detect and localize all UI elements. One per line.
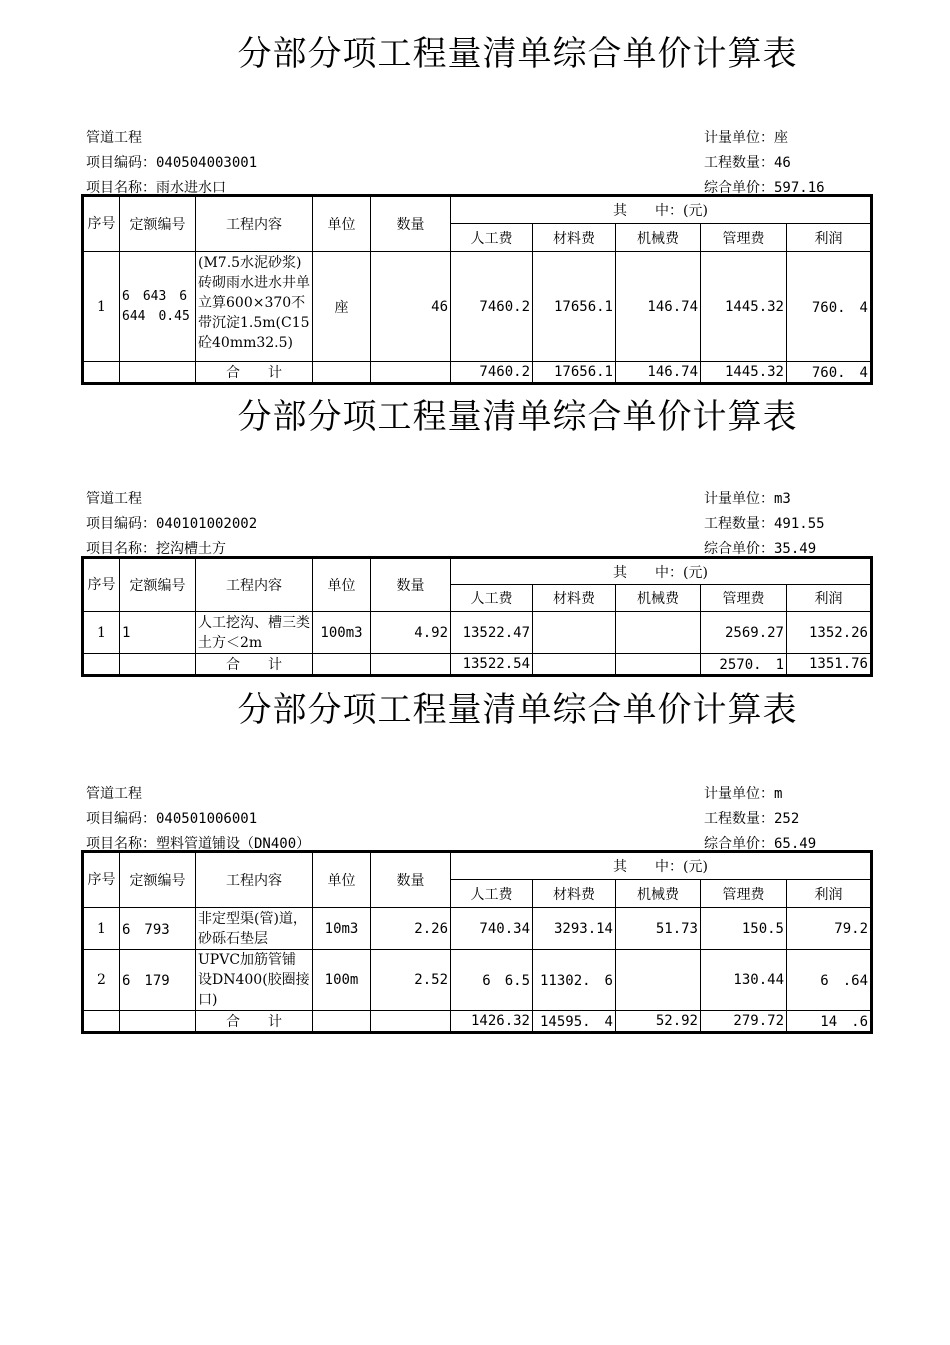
cell-empty [313,362,371,384]
cell-labor: 6 6.5 [451,950,533,1011]
total-label: 合 计 [196,654,313,676]
header-machine: 机械费 [616,224,701,252]
project-code: 项目编码：040101002002 [86,516,258,532]
cell-content: (M7.5水泥砂浆)砖砌雨水进水井单立算600×370不带沉淀1.5m(C15砼40mm32.5) [196,252,313,362]
total-machine: 146.74 [616,362,701,384]
header-mgmt: 管理费 [701,585,787,612]
cell-mgmt: 150.5 [701,908,787,950]
cell-quota: 6 793 [120,908,196,950]
cell-unit: 10m3 [313,908,371,950]
price-table [81,556,873,677]
cell-quota: 6 643 6 644 0.45 [120,252,196,362]
section-title: 分部分项工程量清单综合单价计算表 [237,34,798,74]
header-mgmt: 管理费 [701,880,787,908]
cell-unit: 座 [313,252,371,362]
total-labor: 7460.2 [451,362,533,384]
table-row [83,252,872,362]
cell-content: 非定型渠(管)道，砂砾石垫层 [196,908,313,950]
header-quota: 定额编号 [120,196,196,252]
header-unit: 单位 [313,196,371,252]
header-qty: 数量 [371,196,451,252]
cell-empty [313,1011,371,1033]
total-label: 合 计 [196,1011,313,1033]
cell-profit: 760. 4 [787,252,872,362]
total-labor: 1426.32 [451,1011,533,1033]
header-content: 工程内容 [196,852,313,908]
header-unit: 单位 [313,852,371,908]
header-machine: 机械费 [616,585,701,612]
cell-empty [120,1011,196,1033]
header-machine: 机械费 [616,880,701,908]
header-content: 工程内容 [196,558,313,612]
project-code: 项目编码：040501006001 [86,811,258,827]
total-material [533,654,616,676]
price-table [81,850,873,1034]
cell-content: 人工挖沟、槽三类土方＜2m [196,612,313,654]
cell-qty: 46 [371,252,451,362]
cell-content: UPVC加筋管铺设DN400(胶圈接口) [196,950,313,1011]
section-title: 分部分项工程量清单综合单价计算表 [237,397,798,437]
total-row [83,654,872,676]
header-material: 材料费 [533,585,616,612]
cell-empty [83,654,120,676]
cell-seq: 1 [83,908,120,950]
cell-machine: 51.73 [616,908,701,950]
header-profit: 利润 [787,224,872,252]
total-mgmt: 1445.32 [701,362,787,384]
table-row [83,950,872,1011]
total-profit: 760. 4 [787,362,872,384]
cell-seq: 2 [83,950,120,1011]
cell-seq: 1 [83,612,120,654]
header-qty: 数量 [371,852,451,908]
cell-profit: 1352.26 [787,612,872,654]
cell-labor: 7460.2 [451,252,533,362]
cell-qty: 2.26 [371,908,451,950]
cell-labor: 13522.47 [451,612,533,654]
unit-price: 综合单价：597.16 [704,180,825,196]
cell-empty [313,654,371,676]
header-quota: 定额编号 [120,852,196,908]
header-seq: 序号 [83,558,120,612]
cell-qty: 4.92 [371,612,451,654]
cell-mgmt: 130.44 [701,950,787,1011]
cell-qty: 2.52 [371,950,451,1011]
measure-unit: 计量单位：座 [704,130,788,146]
cell-empty [371,1011,451,1033]
header-group: 其 中：(元) [451,196,872,224]
cell-labor: 740.34 [451,908,533,950]
cell-material: 17656.1 [533,252,616,362]
header-quota: 定额编号 [120,558,196,612]
header-profit: 利润 [787,585,872,612]
header-material: 材料费 [533,224,616,252]
total-labor: 13522.54 [451,654,533,676]
total-material: 14595. 4 [533,1011,616,1033]
cell-unit: 100m3 [313,612,371,654]
work-quantity: 工程数量：46 [704,155,791,171]
cell-material: 11302. 6 [533,950,616,1011]
cell-machine [616,950,701,1011]
cell-material [533,612,616,654]
measure-unit: 计量单位：m3 [704,491,791,507]
unit-price: 综合单价：65.49 [704,836,817,852]
project-name: 项目名称：塑料管道铺设（DN400） [86,836,311,852]
project-category: 管道工程 [86,786,142,802]
cell-profit: 79.2 [787,908,872,950]
project-name: 项目名称：挖沟槽土方 [86,541,226,557]
project-category: 管道工程 [86,491,142,507]
header-content: 工程内容 [196,196,313,252]
table-row [83,612,872,654]
work-quantity: 工程数量：491.55 [704,516,825,532]
cell-profit: 6 .64 [787,950,872,1011]
total-label: 合 计 [196,362,313,384]
total-row [83,362,872,384]
cell-empty [83,362,120,384]
header-profit: 利润 [787,880,872,908]
header-labor: 人工费 [451,585,533,612]
total-profit: 1351.76 [787,654,872,676]
total-profit: 14 .6 [787,1011,872,1033]
project-category: 管道工程 [86,130,142,146]
cell-empty [120,362,196,384]
cell-material: 3293.14 [533,908,616,950]
header-qty: 数量 [371,558,451,612]
cell-quota: 1 [120,612,196,654]
cell-unit: 100m [313,950,371,1011]
cell-mgmt: 2569.27 [701,612,787,654]
cell-seq: 1 [83,252,120,362]
total-machine [616,654,701,676]
header-group: 其 中：(元) [451,852,872,880]
header-labor: 人工费 [451,880,533,908]
cell-empty [120,654,196,676]
cell-mgmt: 1445.32 [701,252,787,362]
project-code: 项目编码：040504003001 [86,155,258,171]
cell-empty [371,654,451,676]
table-row [83,908,872,950]
header-labor: 人工费 [451,224,533,252]
total-row [83,1011,872,1033]
cell-machine [616,612,701,654]
measure-unit: 计量单位：m [704,786,783,802]
header-material: 材料费 [533,880,616,908]
header-unit: 单位 [313,558,371,612]
header-seq: 序号 [83,852,120,908]
unit-price: 综合单价：35.49 [704,541,817,557]
total-material: 17656.1 [533,362,616,384]
total-machine: 52.92 [616,1011,701,1033]
total-mgmt: 2570. 1 [701,654,787,676]
header-seq: 序号 [83,196,120,252]
cell-empty [371,362,451,384]
header-group: 其 中：(元) [451,558,872,585]
total-mgmt: 279.72 [701,1011,787,1033]
section-title: 分部分项工程量清单综合单价计算表 [237,690,798,730]
price-table [81,194,873,385]
cell-quota: 6 179 [120,950,196,1011]
work-quantity: 工程数量：252 [704,811,800,827]
cell-empty [83,1011,120,1033]
project-name: 项目名称：雨水进水口 [86,180,226,196]
cell-machine: 146.74 [616,252,701,362]
header-mgmt: 管理费 [701,224,787,252]
